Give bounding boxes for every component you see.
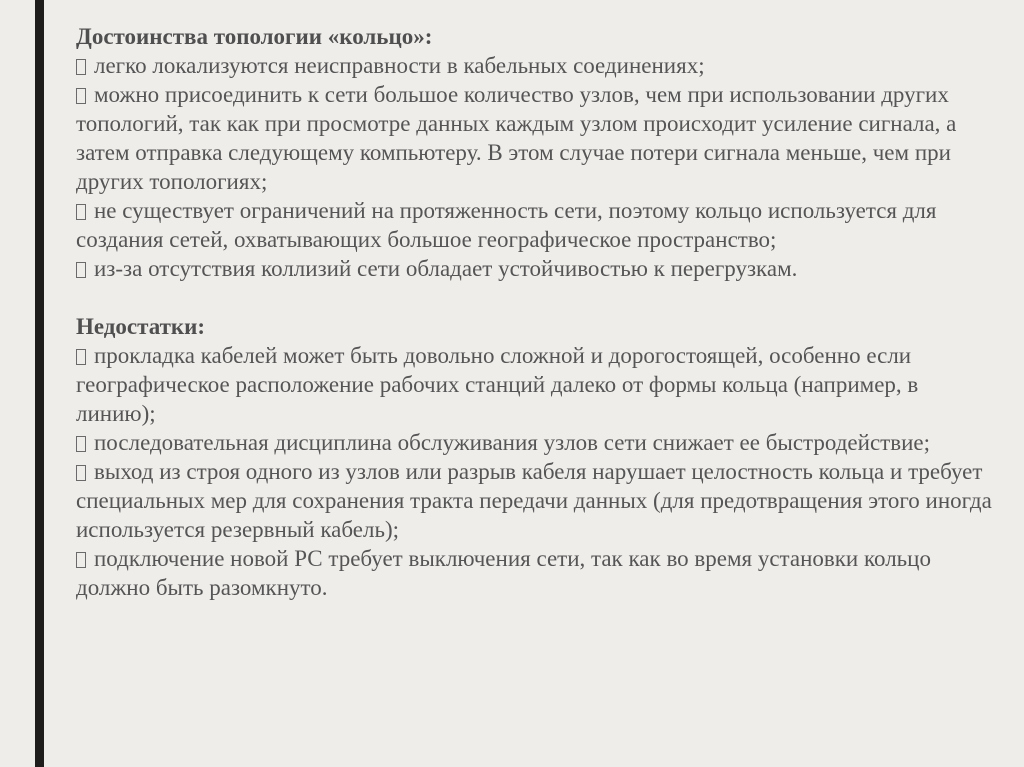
bullet-icon [76,436,86,452]
bullet-icon [76,349,86,365]
disadvantage-text-4: подключение новой РС требует выключения сети, так как во время установки кольцо должно быть разомкнуто. [76,546,931,600]
disadvantages-heading: Недостатки: [76,314,206,339]
disadvantage-item-3 [76,457,996,544]
section-spacer [76,283,996,312]
advantage-item-3 [76,196,996,254]
advantage-text-4: из-за отсутствия коллизий сети обладает устойчивостью к перегрузкам. [94,256,798,281]
side-accent-bar [35,0,44,767]
advantage-item-2 [76,80,996,196]
disadvantage-text-3: выход из строя одного из узлов или разрыв кабеля нарушает целостность кольца и требует специальных мер для сохранения тракта передачи данных (для предотвращения этого иногда используется резервный кабель); [76,459,992,542]
advantage-item-1 [76,51,996,80]
advantage-text-2: можно присоединить к сети большое количество узлов, чем при использовании других топологий, так как при просмотре данных каждым узлом происходит усиление сигнала, а затем отправка следующему компьютеру. В этом случае потери сигнала меньше, чем при других топологиях; [76,82,957,194]
bullet-icon [76,88,86,104]
advantages-heading: Достоинства топологии «кольцо»: [76,24,433,49]
disadvantage-text-2: последовательная дисциплина обслуживания узлов сети снижает ее быстродействие; [94,430,930,455]
bullet-icon [76,552,86,568]
advantage-text-1: легко локализуются неисправности в кабельных соединениях; [94,53,705,78]
disadvantage-item-1 [76,341,996,428]
bullet-icon [76,204,86,220]
disadvantage-text-1: прокладка кабелей может быть довольно сложной и дорогостоящей, особенно если географическое расположение рабочих станций далеко от формы кольца (например, в линию); [76,343,919,426]
disadvantage-item-2 [76,428,996,457]
slide-body [76,22,996,602]
advantage-text-3: не существует ограничений на протяженность сети, поэтому кольцо используется для создания сетей, охватывающих большое географическое пространство; [76,198,937,252]
bullet-icon [76,465,86,481]
disadvantage-item-4 [76,544,996,602]
bullet-icon [76,262,86,278]
advantage-item-4 [76,254,996,283]
bullet-icon [76,59,86,75]
